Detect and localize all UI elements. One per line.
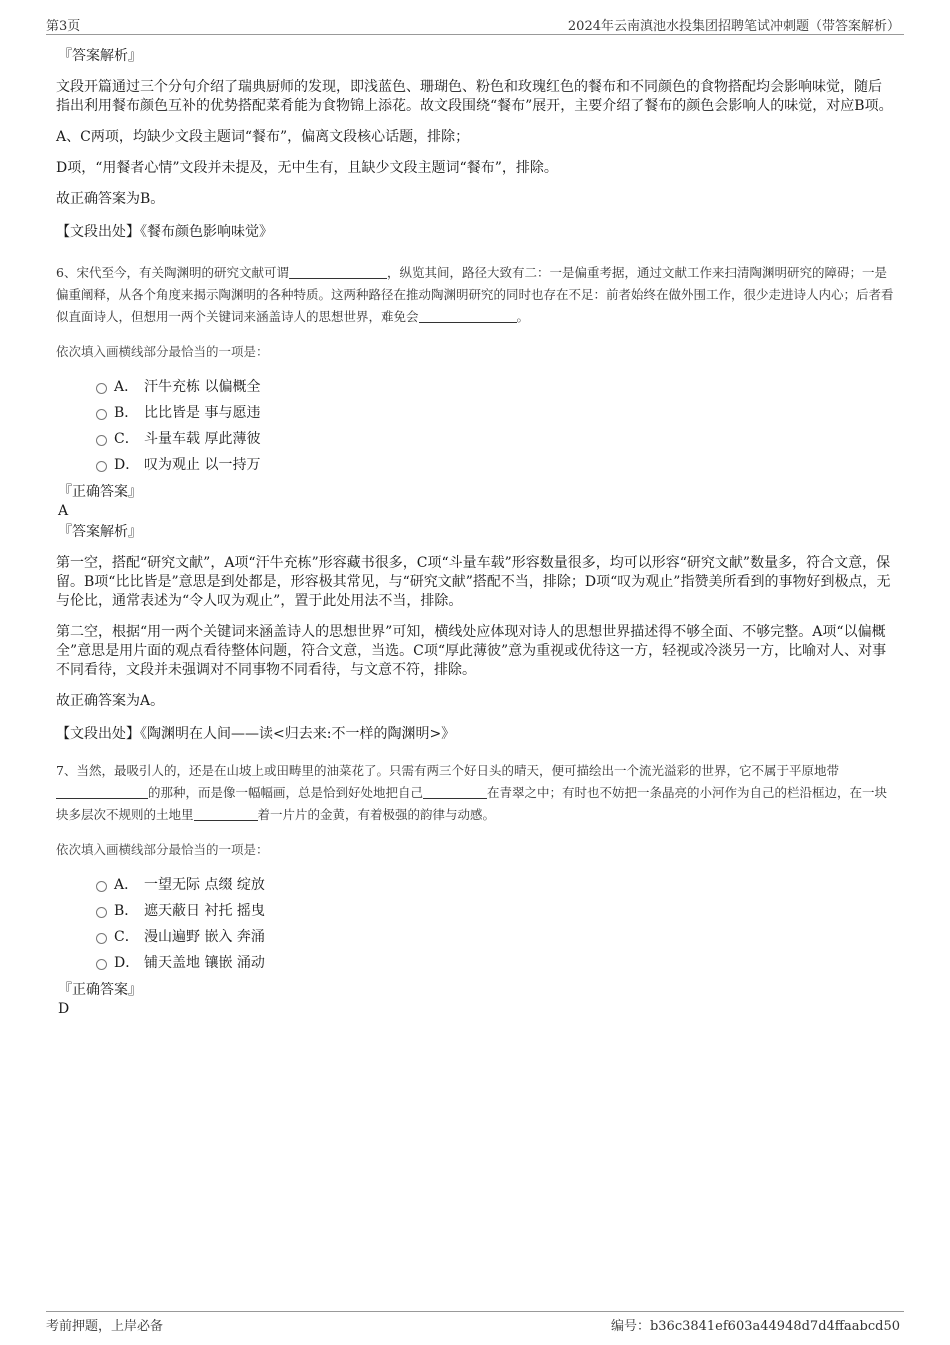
analysis-label: 『答案解析』 — [58, 524, 142, 540]
answer-blank — [56, 784, 148, 799]
analysis-paragraph: 文段开篇通过三个分句介绍了瑞典厨师的发现，即浅蓝色、珊瑚色、粉色和玫瑰红色的餐布和不同颜色的食物搭配均会影响味觉，随后指出利用餐布颜色互补的优势搭配菜肴能为食物锦上添花。故文段围绕“餐布”展开，主要介绍了餐布的颜色会影响人的味觉，对应B项。 — [56, 79, 893, 114]
analysis-paragraph: 第一空，搭配“研究文献”，A项“汗牛充栋”形容藏书很多，C项“斗量车载”形容数量很多，均可以形容“研究文献”数量多，符合文意，保留。B项“比比皆是”意思是到处都是，形容极其常见，与“研究文献”搭配不当，排除；D项“叹为观止”指赞美所看到的事物好到极点，无与伦比，通常表述为“令人叹为观止”，置于此处用法不当，排除。 — [56, 555, 891, 609]
analysis-conclusion: 故正确答案为A。 — [56, 693, 165, 709]
answer-blank — [423, 784, 487, 799]
answer-blank — [289, 264, 387, 279]
answer-blank — [194, 806, 258, 821]
question-prompt: 依次填入画横线部分最恰当的一项是： — [56, 842, 269, 857]
source-label: 【文段出处】 — [56, 224, 140, 240]
page-content — [56, 40, 894, 1018]
option-c[interactable]: C． 斗量车载 厚此薄彼 — [56, 426, 894, 452]
question-prompt: 依次填入画横线部分最恰当的一项是： — [56, 344, 269, 359]
source-label: 【文段出处】 — [56, 726, 140, 742]
radio-icon[interactable] — [96, 435, 107, 446]
option-a[interactable]: A． 一望无际 点缀 绽放 — [56, 872, 894, 898]
analysis-paragraph: D项，“用餐者心情”文段并未提及，无中生有，且缺少文段主题词“餐布”，排除。 — [56, 160, 558, 176]
page-footer — [46, 1311, 904, 1332]
source-line — [56, 223, 894, 242]
radio-icon[interactable] — [96, 409, 107, 420]
option-b[interactable]: B． 比比皆是 事与愿违 — [56, 400, 894, 426]
question-stem: 7、当然，最吸引人的，还是在山坡上或田畴里的油菜花了。只需有两三个好日头的晴天，便可描绘出一个流光溢彩的世界，它不属于平原地带的那种，而是像一幅幅画，总是恰到好处地把自己 在青翠之中；有时也不妨把一条晶亮的小河作为自己的栏沿框边，在一块块多层次不规则的土地里 着一片片的金黄，有着极强的韵律与动感。 — [56, 763, 888, 822]
option-a[interactable]: A． 汗牛充栋 以偏概全 — [56, 374, 894, 400]
source-line — [56, 725, 894, 744]
page-number: 第3页 — [46, 19, 81, 34]
source-title: 《餐布颜色影响味觉》 — [140, 224, 273, 240]
document-id: 编号：b36c3841ef603a44948d7d4ffaabcd50 — [610, 1319, 900, 1334]
source-title: 《陶渊明在人间——读<归去来:不一样的陶渊明>》 — [140, 726, 456, 742]
option-list — [56, 374, 894, 478]
radio-icon[interactable] — [96, 461, 107, 472]
analysis-paragraph: 第二空，根据“用一两个关键词来涵盖诗人的思想世界”可知，横线处应体现对诗人的思想世界描述得不够全面、不够完整。A项“以偏概全”意思是用片面的观点看待整体问题，符合文意，当选。C项“厚此薄彼”意为重视或优待这一方，轻视或冷淡另一方，比喻对人、对事不同看待，文段并未强调对不同事物不同看待，与文意不符，排除。 — [56, 624, 887, 678]
analysis-conclusion: 故正确答案为B。 — [56, 191, 165, 207]
footer-slogan: 考前押题，上岸必备 — [46, 1319, 164, 1334]
radio-icon[interactable] — [96, 933, 107, 944]
radio-icon[interactable] — [96, 383, 107, 394]
page-header — [46, 14, 904, 35]
question-stem: 6、宋代至今，有关陶渊明的研究文献可谓 ，纵览其间，路径大致有二：一是偏重考据，通过文献工作来扫清陶渊明研究的障碍；一是偏重阐释，从各个角度来揭示陶渊明的各种特质。这两种路径在推动陶渊明研究的同时也存在不足：前者始终在做外围工作，很少走进诗人内心；后者看似直面诗人，但想用一两个关键词来涵盖诗人的思想世界，难免会 。 — [56, 265, 894, 324]
option-d[interactable]: D． 叹为观止 以一持万 — [56, 452, 894, 478]
correct-answer-label: 『正确答案』 — [58, 982, 142, 998]
radio-icon[interactable] — [96, 959, 107, 970]
answer-blank — [419, 308, 517, 323]
option-c[interactable]: C． 漫山遍野 嵌入 奔涌 — [56, 924, 894, 950]
radio-icon[interactable] — [96, 881, 107, 892]
correct-answer: A — [58, 503, 69, 519]
analysis-label: 『答案解析』 — [58, 48, 142, 64]
analysis-paragraph: A、C两项，均缺少文段主题词“餐布”，偏离文段核心话题，排除； — [56, 129, 470, 145]
radio-icon[interactable] — [96, 907, 107, 918]
document-title: 2024年云南滇池水投集团招聘笔试冲刺题（带答案解析） — [567, 19, 900, 34]
correct-answer: D — [58, 1001, 70, 1017]
option-b[interactable]: B． 遮天蔽日 衬托 摇曳 — [56, 898, 894, 924]
option-list — [56, 872, 894, 976]
correct-answer-label: 『正确答案』 — [58, 484, 142, 500]
option-d[interactable]: D． 铺天盖地 镶嵌 涌动 — [56, 950, 894, 976]
